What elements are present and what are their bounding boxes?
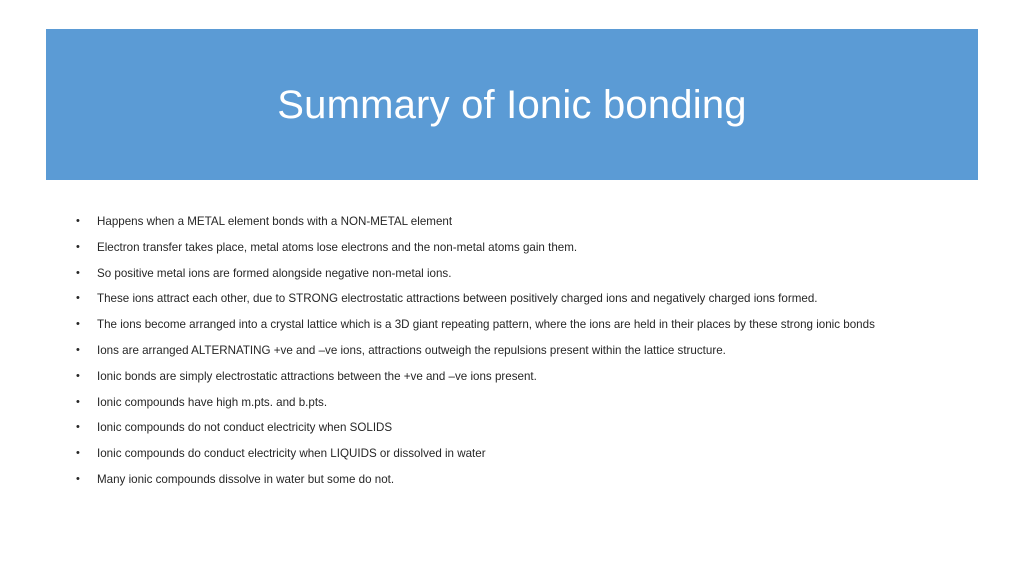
bullet-item	[74, 446, 934, 461]
bullet-text: Ions are arranged ALTERNATING +ve and –ve ions, attractions outweigh the repulsions present within the lattice structure.	[97, 343, 726, 357]
bullet-text: Ionic compounds do not conduct electricity when SOLIDS	[97, 421, 393, 435]
bullet-icon: •	[76, 421, 80, 434]
bullet-text: Ionic compounds have high m.pts. and b.pts.	[97, 395, 328, 409]
title-band	[46, 29, 978, 180]
bullet-icon: •	[76, 447, 80, 460]
bullet-text: Ionic bonds are simply electrostatic attractions between the +ve and –ve ions present.	[97, 369, 537, 383]
bullet-item	[74, 472, 934, 487]
bullet-item	[74, 240, 934, 255]
bullet-icon: •	[76, 472, 80, 485]
bullet-icon: •	[76, 292, 80, 305]
bullet-item	[74, 214, 934, 229]
bullet-item	[74, 291, 934, 306]
bullet-icon: •	[76, 395, 80, 408]
bullet-icon: •	[76, 343, 80, 356]
bullet-item	[74, 369, 934, 384]
bullet-list	[74, 214, 934, 498]
bullet-icon: •	[76, 215, 80, 227]
bullet-icon: •	[76, 240, 80, 253]
bullet-text: Electron transfer takes place, metal atoms lose electrons and the non-metal atoms gain them.	[97, 240, 578, 254]
bullet-text: The ions become arranged into a crystal lattice which is a 3D giant repeating pattern, where the ions are held in their places by these strong ionic bonds	[97, 318, 875, 332]
bullet-item	[74, 343, 934, 358]
bullet-icon: •	[76, 266, 80, 279]
bullet-text: Ionic compounds do conduct electricity when LIQUIDS or dissolved in water	[97, 447, 486, 461]
bullet-icon: •	[76, 369, 80, 382]
bullet-text: Many ionic compounds dissolve in water but some do not.	[97, 472, 395, 486]
bullet-item	[74, 395, 934, 410]
bullet-item	[74, 266, 934, 281]
bullet-text: These ions attract each other, due to STRONG electrostatic attractions between positively charged ions and negatively charged ions formed.	[97, 292, 818, 306]
bullet-item	[74, 420, 934, 435]
slide-title: Summary of Ionic bonding	[277, 83, 747, 127]
bullet-item	[74, 317, 934, 332]
bullet-text: So positive metal ions are formed alongside negative non-metal ions.	[97, 266, 452, 280]
bullet-text: Happens when a METAL element bonds with a NON-METAL element	[97, 215, 453, 228]
bullet-icon: •	[76, 318, 80, 331]
